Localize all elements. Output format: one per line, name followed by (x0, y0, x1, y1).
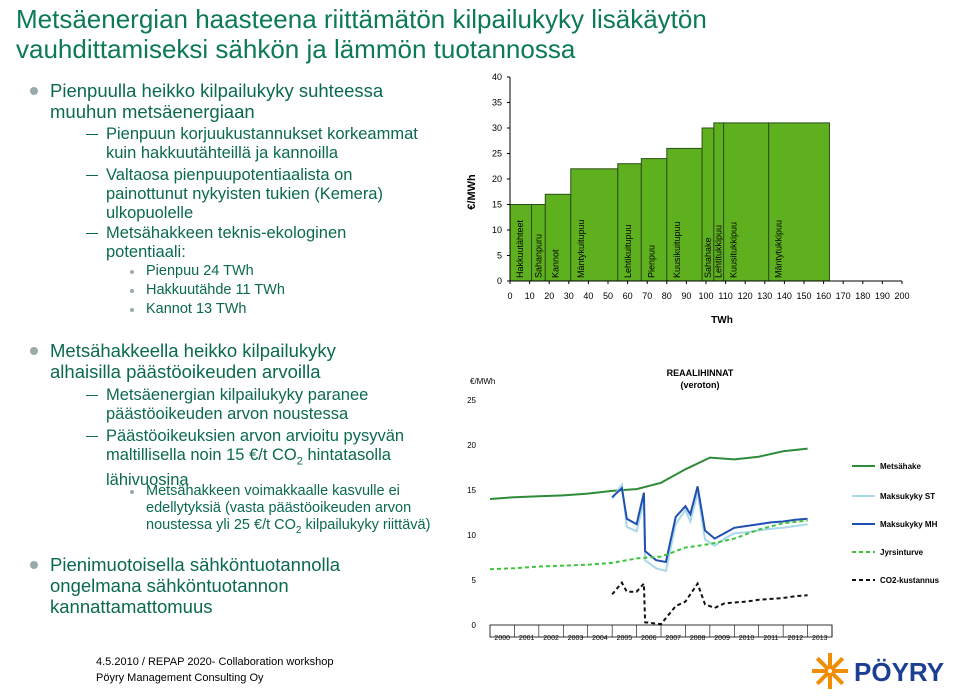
bullet-1-line-2: muuhun metsäenergiaan (50, 101, 255, 122)
x-tick-label: 2012 (787, 635, 804, 642)
bullet-dot (30, 87, 38, 95)
bar-label-kuusitukkipuu: Kuusitukkipuu (728, 221, 739, 278)
dash-marker (86, 395, 98, 396)
x-tick-label: 30 (563, 291, 574, 301)
text-span: hintatasolla (302, 446, 391, 464)
y-tick-label: 30 (491, 123, 502, 133)
text-span: noustessa yli 25 €/t CO (146, 517, 296, 533)
bullet-3 (50, 554, 340, 617)
logo-text: PÖYRY (854, 657, 945, 687)
x-tick-label: 20 (544, 291, 555, 301)
sub-bullet-text: Metsäenergian kilpailukyky paranee (106, 386, 369, 404)
sub-sub-bullet-hakkuutahde (146, 282, 285, 299)
series-line-mets-hake (490, 449, 808, 499)
x-tick-label: 2002 (543, 635, 559, 642)
y-tick-label: 10 (491, 225, 502, 235)
sub-bullet-text: kuin hakkuutähteillä ja kannoilla (106, 144, 339, 162)
sub-bullet-text: painottunut nykyisten tukien (Kemera) (106, 185, 383, 203)
legend-label-co2-kustannus: CO2-kustannus (880, 576, 940, 585)
legend-label-mets-hake: Metsähake (880, 462, 921, 471)
bar-label-lehtitukkipuu: Lehtitukkipuu (713, 224, 724, 278)
sub-bullet-text: Valtaosa pienpuupotentiaalista on (106, 166, 353, 184)
footer-date: 4.5.2010 / REPAP 2020- Collaboration workshop (96, 656, 334, 668)
text-span: maltillisella noin 15 €/t CO (106, 446, 297, 464)
sub-bullet-2-1 (106, 386, 368, 424)
chart-lines (490, 449, 808, 624)
sub-bullet-1-3 (106, 224, 346, 262)
x-tick-label: 140 (776, 291, 792, 301)
x-tick-label: 2004 (592, 635, 608, 642)
x-tick-label: 200 (894, 291, 910, 301)
footer-company: Pöyry Management Consulting Oy (96, 672, 264, 684)
dash-marker (86, 436, 98, 437)
series-line-maksukyky-mh (612, 486, 808, 562)
bar-label-hakkuut-hteet: Hakkuutähteet (515, 219, 525, 278)
real-prices-chart (460, 358, 960, 653)
x-tick-label: 2008 (689, 635, 706, 642)
x-tick-label: 120 (737, 291, 753, 301)
sub-bullet-text: Metsähakkeen teknis-ekologinen (106, 224, 347, 242)
x-tick-label: 130 (757, 291, 773, 301)
sub-bullet-1-2 (106, 166, 383, 223)
bar-label-sahahake: Sahahake (702, 237, 713, 278)
bar-label-m-ntytukkipuu: Mäntytukkipuu (773, 219, 784, 278)
x-tick-label: 2007 (665, 635, 682, 642)
x-tick-label: 2010 (738, 635, 755, 642)
legend-label-maksukyky-st: Maksukyky ST (880, 492, 936, 501)
sub-bullet-1-1 (106, 125, 418, 163)
x-tick-label: 0 (507, 291, 513, 301)
chart-title: REAALIHINNAT (666, 368, 734, 378)
sub-sub-text: Metsähakkeen voimakkaalle kasvulle ei (146, 483, 400, 499)
sub-sub-text: edellytyksiä (vasta päästöoikeuden arvon (146, 500, 412, 516)
sub-sub-bullet-pienpuu (146, 263, 254, 280)
bullet-dot (130, 289, 134, 293)
sub-bullet-text: lähivuosina (106, 471, 189, 490)
y-tick-label: 15 (467, 486, 476, 495)
sub-bullet-text: Pienpuun korjuukustannukset korkeammat (106, 125, 418, 143)
x-tick-label: 2001 (518, 635, 535, 642)
bullet-dot (30, 347, 38, 355)
bullet-1 (50, 80, 383, 122)
x-tick-label: 2003 (567, 635, 584, 642)
y-tick-label: 10 (467, 531, 476, 540)
bullet-dot (130, 490, 134, 494)
sub-bullet-text: päästöoikeuden arvon noustessa (106, 405, 349, 423)
sub-sub-text (146, 517, 430, 539)
x-tick-label: 2011 (763, 635, 779, 642)
sub-sub-text: Hakkuutähde 11 TWh (146, 282, 285, 298)
y-axis-label: €/MWh (466, 174, 478, 210)
title-line-1: Metsäenergian haasteena riittämätön kilpailukyky lisäkäytön (16, 4, 707, 34)
y-tick-label: 5 (471, 576, 476, 585)
x-tick-label: 2009 (714, 635, 730, 642)
subscript: 2 (296, 455, 303, 468)
y-tick-label: 20 (491, 174, 502, 184)
title-line-2: vauhdittamiseksi sähkön ja lämmön tuotannossa (16, 34, 576, 64)
sub-sub-text: Kannot 13 TWh (146, 301, 247, 317)
bullet-dot (130, 308, 134, 312)
bullet-3-line-1: Pienimuotoisella sähköntuotannolla (50, 554, 341, 575)
x-tick-label: 40 (583, 291, 594, 301)
sub-sub-bullet-2 (146, 483, 430, 539)
x-tick-label: 2005 (616, 635, 633, 642)
x-tick-label: 90 (681, 291, 692, 301)
sub-bullet-text: ulkopuolelle (106, 204, 194, 222)
bar-label-kuusikuitupuu: Kuusikuitupuu (671, 221, 682, 278)
x-tick-label: 180 (855, 291, 871, 301)
y-axis-label: €/MWh (470, 377, 496, 386)
logo-star-icon (812, 653, 848, 689)
supply-curve-chart (460, 62, 920, 382)
y-tick-label: 5 (496, 250, 502, 261)
sub-bullet-text (106, 446, 404, 471)
y-tick-label: 25 (491, 148, 502, 159)
x-tick-label: 10 (524, 291, 535, 301)
y-tick-label: 25 (467, 396, 476, 405)
bar-label-pienpuu: Pienpuu (646, 244, 657, 278)
poyry-logo (808, 648, 956, 694)
bar-label-m-ntykuitupuu: Mäntykuitupuu (575, 219, 586, 278)
bullet-3-line-2: ongelmana sähköntuotannon (50, 575, 289, 596)
chart-subtitle: (veroton) (680, 380, 720, 390)
legend-label-jyrsinturve: Jyrsinturve (880, 548, 924, 557)
bar-label-lehtikuitupuu: Lehtikuitupuu (622, 224, 633, 278)
text-span: kilpailukyky riittävä) (301, 517, 431, 533)
sub-bullet-text: Päästöoikeuksien arvon arvioitu pysyvän (106, 427, 405, 445)
x-tick-label: 2000 (494, 635, 511, 642)
y-tick-label: 0 (471, 621, 476, 630)
x-tick-label: 2013 (811, 635, 828, 642)
series-line-co2-kustannus (612, 583, 808, 624)
y-tick-label: 0 (496, 276, 502, 286)
y-tick-label: 15 (491, 199, 502, 210)
sub-bullet-text: potentiaali: (106, 243, 186, 261)
chart-axes (467, 396, 832, 642)
page-title (16, 4, 956, 64)
bullet-2-line-2: alhaisilla päästöoikeuden arvoilla (50, 361, 321, 382)
bullet-2 (50, 340, 336, 382)
x-axis-label: TWh (711, 315, 733, 326)
bullet-dot (30, 561, 38, 569)
sub-sub-text: Pienpuu 24 TWh (146, 263, 254, 279)
sub-bullet-2-2 (106, 427, 404, 490)
x-tick-label: 150 (796, 291, 812, 301)
dash-marker (86, 175, 98, 176)
x-tick-label: 70 (642, 291, 653, 301)
bullet-dot (130, 270, 134, 274)
x-tick-label: 2006 (640, 635, 657, 642)
x-tick-label: 160 (816, 291, 832, 301)
series-line-maksukyky-st (612, 485, 808, 571)
bullet-2-line-1: Metsähakkeella heikko kilpailukyky (50, 340, 336, 361)
x-tick-label: 80 (661, 291, 672, 301)
y-tick-label: 20 (467, 441, 476, 450)
logo-mark (808, 648, 956, 694)
bar-label-kannot: Kannot (550, 249, 561, 278)
sub-sub-bullet-kannot (146, 301, 247, 318)
y-tick-label: 35 (491, 97, 502, 108)
y-tick-label: 40 (491, 72, 502, 82)
x-tick-label: 170 (835, 291, 851, 301)
x-tick-label: 100 (698, 291, 714, 301)
legend-label-maksukyky-mh: Maksukyky MH (880, 520, 938, 529)
bullet-3-line-3: kannattamattomuus (50, 596, 213, 617)
dash-marker (86, 233, 98, 234)
x-tick-label: 110 (718, 291, 733, 301)
dash-marker (86, 134, 98, 135)
x-tick-label: 50 (602, 291, 614, 301)
bar-label-sahanpuru: Sahanpuru (533, 233, 544, 278)
supply-bars (510, 123, 829, 281)
chart-legend (852, 462, 940, 585)
x-tick-label: 190 (874, 291, 890, 301)
bullet-1-line-1: Pienpuulla heikko kilpailukyky suhteessa (50, 80, 384, 101)
subscript: 2 (295, 524, 302, 536)
x-tick-label: 60 (622, 291, 633, 301)
